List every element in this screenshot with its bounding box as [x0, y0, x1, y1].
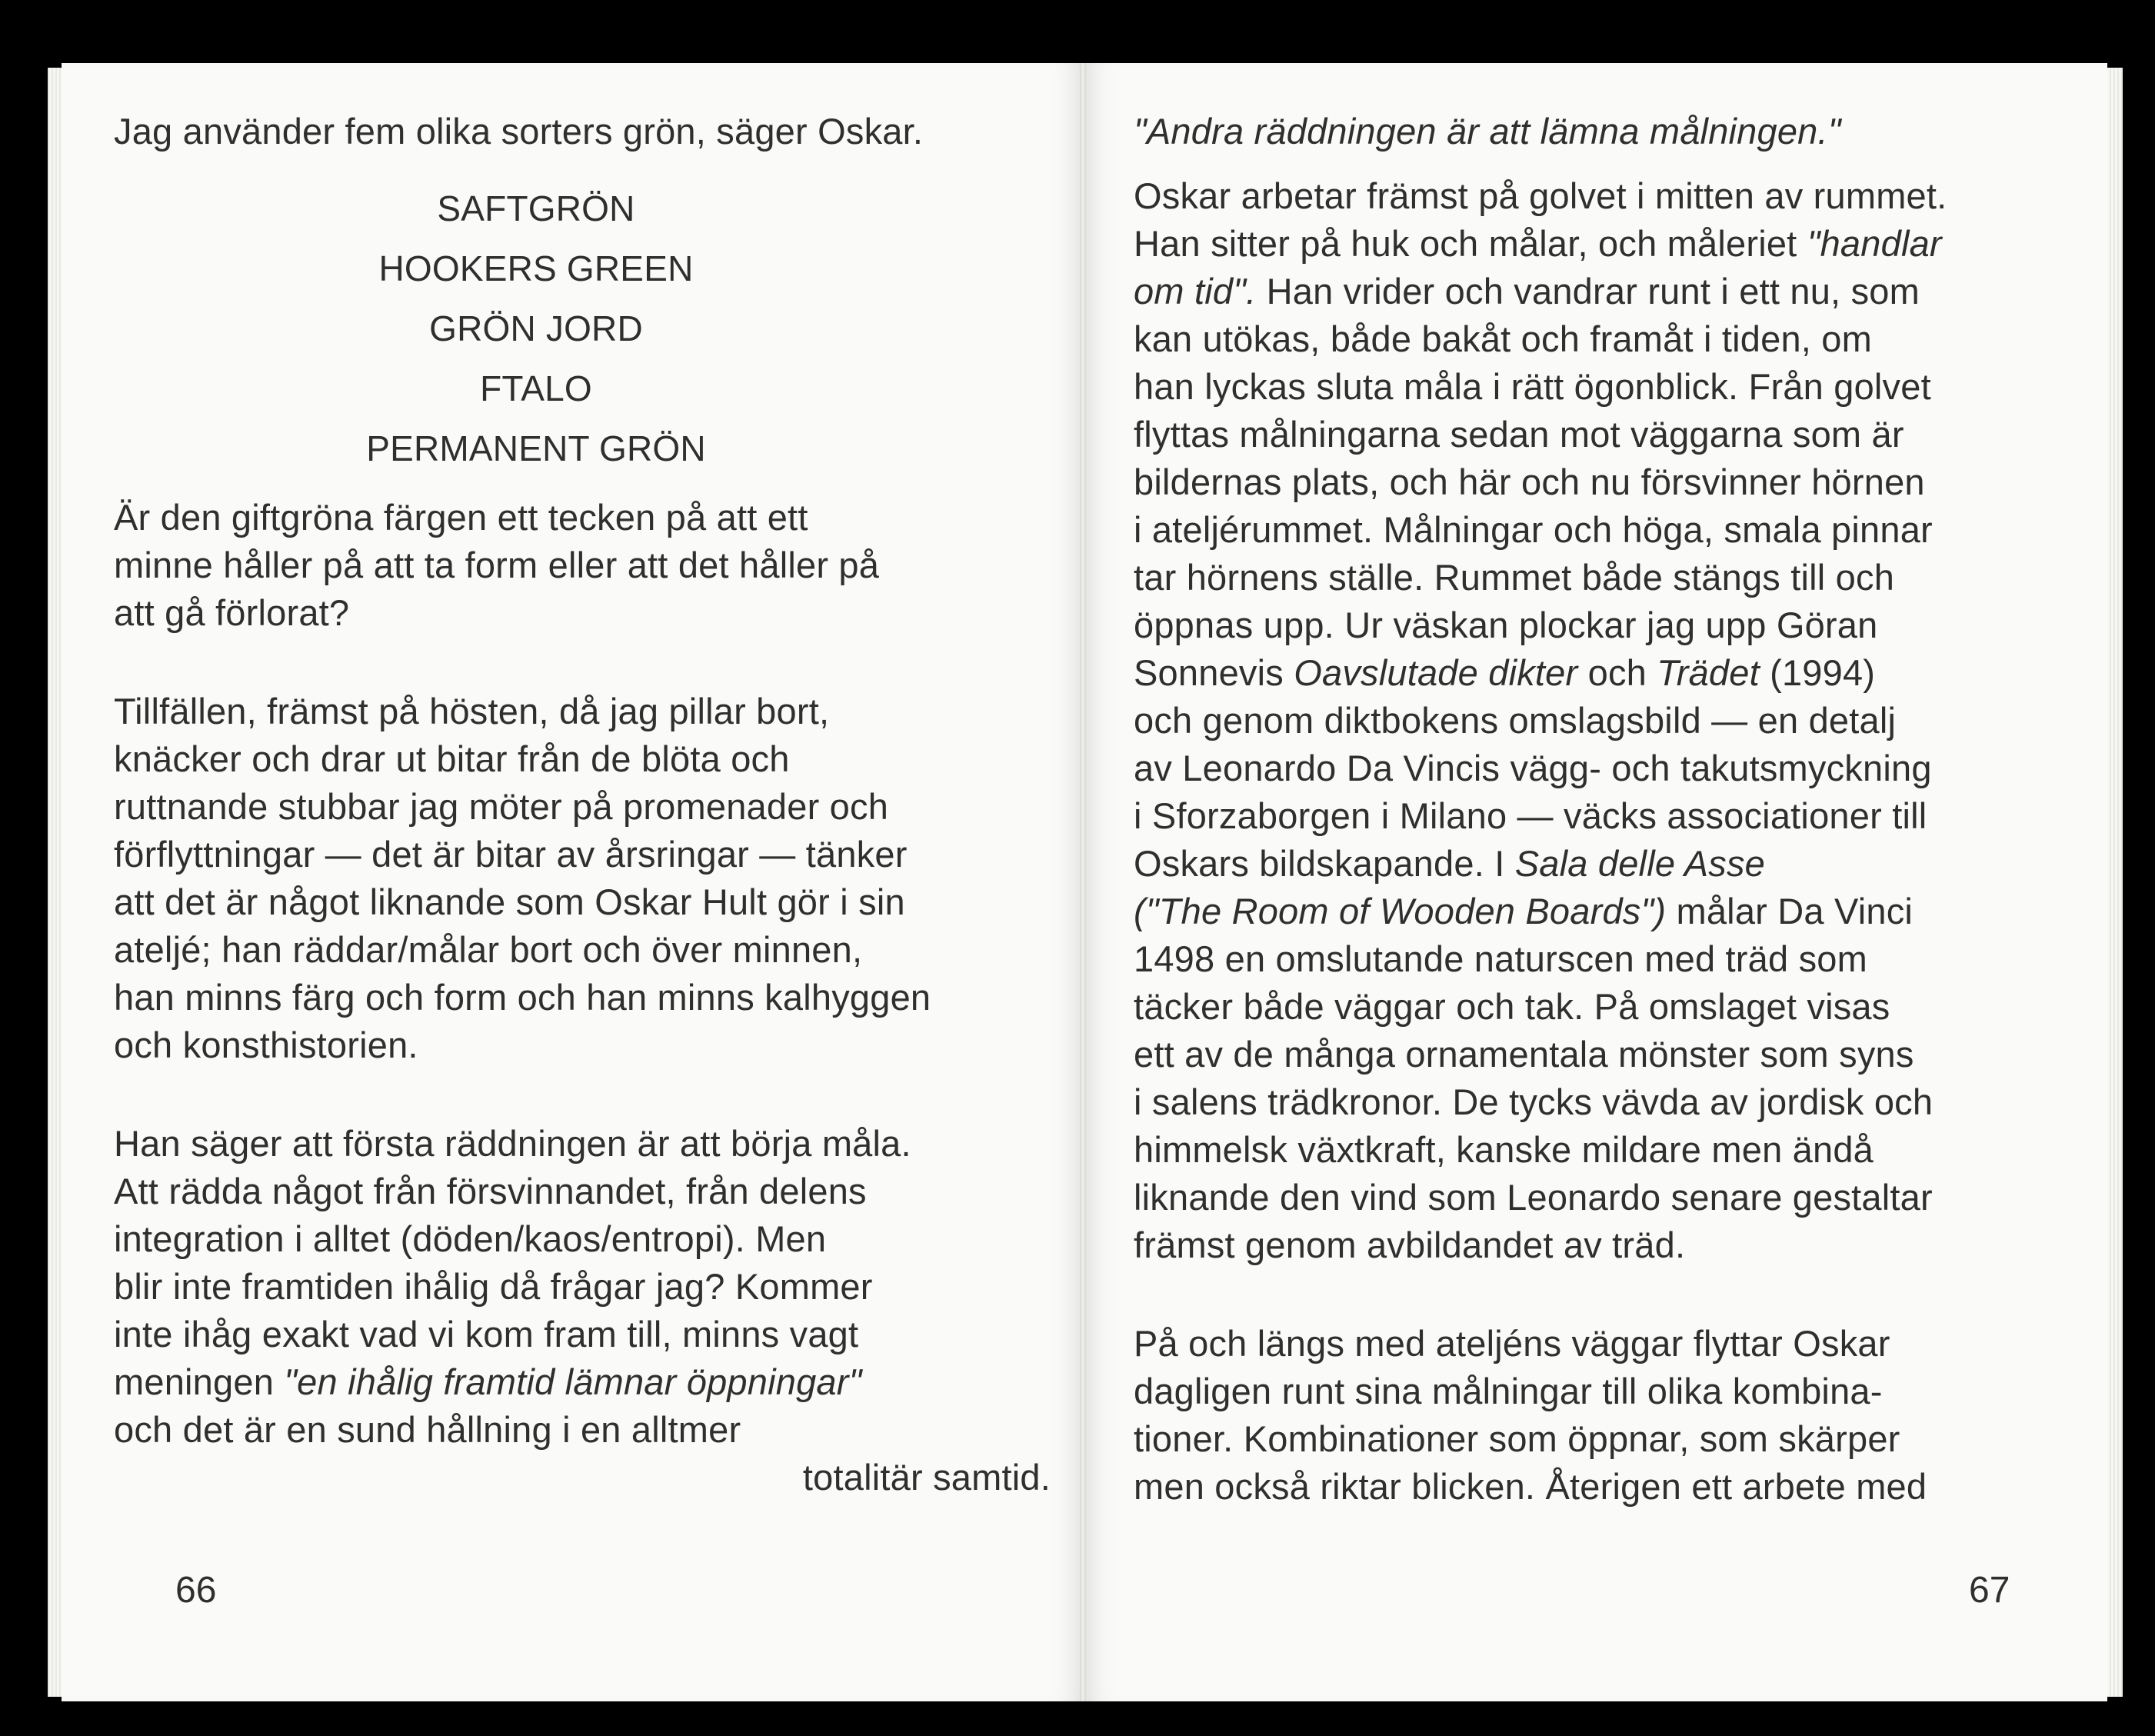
text-line: Att rädda något från försvinnandet, från delens: [114, 1171, 867, 1211]
text-line: [1134, 888, 2010, 935]
page-stack-right: [2106, 68, 2123, 1697]
green-list: [114, 178, 1051, 478]
text-line: inte ihåg exakt vad vi kom fram till, minns vagt: [114, 1314, 859, 1354]
text-line: öppnas upp. Ur väskan plockar jag upp Göran: [1134, 605, 1878, 645]
text-line: Han säger att första räddningen är att börja måla.: [114, 1123, 911, 1164]
text-line: Är den giftgröna färgen ett tecken på att ett: [114, 497, 808, 538]
text-line: han lyckas sluta måla i rätt ögonblick. Från golvet: [1134, 366, 1931, 407]
text-fragment: meningen: [114, 1361, 285, 1402]
text-line: att det är något liknande som Oskar Hult gör i sin: [114, 881, 905, 922]
title-fragment: Sala delle Asse: [1514, 843, 1765, 884]
text-line: [1134, 268, 2010, 315]
paragraph-r2: [1134, 1320, 2010, 1511]
text-fragment: Oskars bildskapande. I: [1134, 843, 1515, 884]
page-number-left: 66: [175, 1570, 217, 1611]
text-line: ruttnande stubbar jag möter på promenader och: [114, 786, 889, 827]
text-line: [1134, 840, 2010, 888]
text-fragment: målar Da Vinci: [1666, 891, 1914, 931]
text-fragment: (1994): [1759, 652, 1876, 693]
quote-fragment: "handlar: [1807, 223, 1942, 264]
text-line: 1498 en omslutande naturscen med träd som: [1134, 938, 1867, 979]
quote-fragment: "en ihålig framtid lämnar öppningar": [284, 1361, 862, 1402]
paragraph-r1: [1134, 172, 2010, 1269]
text-line-end: totalitär samtid.: [802, 1457, 1051, 1498]
text-line: [1134, 649, 2010, 697]
text-line: täcker både väggar och tak. På omslaget visas: [1134, 986, 1890, 1027]
paragraph-2: [114, 688, 1051, 1069]
text-fragment: Sonnevis: [1134, 652, 1294, 693]
green-item: SAFTGRÖN: [437, 188, 635, 228]
page-stack-left: [48, 68, 63, 1697]
text-line: flyttas målningarna sedan mot väggarna som är: [1134, 414, 1904, 455]
text-line: i salens trädkronor. De tycks vävda av jordisk och: [1134, 1081, 1934, 1122]
text-line: i Sforzaborgen i Milano — väcks associationer till: [1134, 795, 1927, 836]
right-page-text: [1134, 108, 2010, 1561]
text-line: ett av de många ornamentala mönster som syns: [1134, 1034, 1914, 1075]
left-page-text: [114, 108, 1051, 1552]
quote-heading: [1134, 108, 2010, 155]
title-fragment: Trädet: [1657, 652, 1760, 693]
text-line: främst genom avbildandet av träd.: [1134, 1225, 1686, 1265]
text-line: och konsthistorien.: [114, 1025, 418, 1065]
text-line: minne håller på att ta form eller att det håller på: [114, 545, 880, 585]
title-fragment: ("The Room of Wooden Boards"): [1134, 891, 1667, 931]
text-line: förflyttningar — det är bitar av årsringar — tänker: [114, 834, 908, 875]
text-line: integration i alltet (döden/kaos/entropi). Men: [114, 1218, 827, 1259]
text-line: men också riktar blicken. Återigen ett arbete med: [1134, 1466, 1927, 1507]
text-line: han minns färg och form och han minns kalhyggen: [114, 977, 931, 1018]
text-line: knäcker och drar ut bitar från de blöta och: [114, 738, 790, 779]
text-line: att gå förlorat?: [114, 592, 350, 633]
quote-fragment: om tid".: [1134, 271, 1257, 312]
text-line: och det är en sund hållning i en alltmer: [114, 1409, 741, 1450]
text-line: i ateljérummet. Målningar och höga, smala pinnar: [1134, 509, 1933, 550]
text-line: kan utökas, både bakåt och framåt i tiden, om: [1134, 318, 1872, 359]
page-number-right: 67: [1969, 1570, 2010, 1611]
text-line: [1134, 220, 2010, 268]
text-line: liknande den vind som Leonardo senare gestaltar: [1134, 1177, 1933, 1218]
text-line: blir inte framtiden ihålig då frågar jag? Kommer: [114, 1266, 873, 1307]
text-line: himmelsk växtkraft, kanske mildare men ändå: [1134, 1129, 1874, 1170]
text-line: ateljé; han räddar/målar bort och över minnen,: [114, 929, 863, 970]
green-item: HOOKERS GREEN: [378, 248, 694, 288]
green-item: PERMANENT GRÖN: [366, 428, 706, 468]
text-line: bildernas plats, och här och nu försvinner hörnen: [1134, 461, 1925, 502]
quote-fragment: "Andra räddningen är att lämna målningen.": [1134, 111, 1841, 152]
paragraph-1: [114, 494, 1051, 637]
text-line: av Leonardo Da Vincis vägg- och takutsmyckning: [1134, 748, 1932, 788]
text-line: [114, 1358, 1051, 1406]
text-line: Tillfällen, främst på hösten, då jag pillar bort,: [114, 691, 830, 731]
text-line: Oskar arbetar främst på golvet i mitten av rummet.: [1134, 175, 1947, 216]
title-fragment: Oavslutade dikter: [1294, 652, 1578, 693]
text-fragment: Han vrider och vandrar runt i ett nu, som: [1256, 271, 1920, 312]
text-line: dagligen runt sina målningar till olika kombina-: [1134, 1371, 1883, 1411]
text-line: På och längs med ateljéns väggar flyttar Oskar: [1134, 1323, 1890, 1364]
text-fragment: och: [1577, 652, 1657, 693]
green-item: FTALO: [480, 368, 592, 408]
text-line: och genom diktbokens omslagsbild — en detalj: [1134, 700, 1897, 741]
text-fragment: Han sitter på huk och målar, och måleriet: [1134, 223, 1807, 264]
green-item: GRÖN JORD: [429, 308, 643, 348]
paragraph-3: [114, 1120, 1051, 1501]
text-line: tar hörnens ställe. Rummet både stängs till och: [1134, 557, 1895, 598]
intro-line: Jag använder fem olika sorters grön, säger Oskar.: [114, 111, 924, 152]
text-line: tioner. Kombinationer som öppnar, som skärper: [1134, 1418, 1900, 1459]
book-gutter: [1080, 63, 1086, 1701]
